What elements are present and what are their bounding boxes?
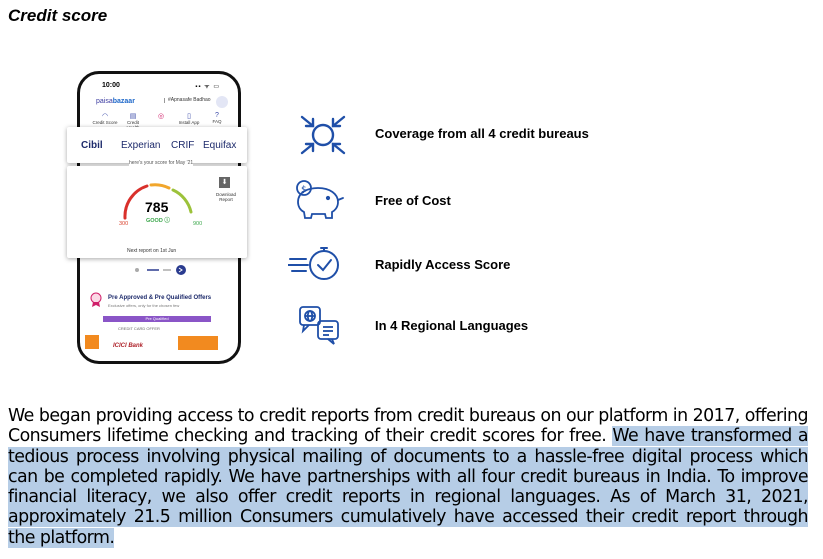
offers-subtitle: Exclusive offers, only for the chosen few	[108, 303, 180, 308]
pre-qualified-bar: Pre Qualified	[103, 316, 211, 322]
section-heading: Credit score	[8, 6, 108, 25]
tab-experian[interactable]: Experian	[121, 140, 161, 151]
avatar[interactable]	[216, 96, 228, 108]
arrows-converge-icon	[300, 115, 346, 155]
app-logo: paisabazaar	[96, 98, 135, 105]
download-icon[interactable]: ⬇	[219, 177, 230, 188]
phone-icon: ▯	[187, 113, 191, 120]
score-rating: GOOD ⓘ	[146, 218, 170, 224]
status-time: 10:00	[102, 82, 120, 89]
gauge-icon: ◠	[101, 113, 109, 120]
status-icons: ▪▪ ᯤ ▭	[195, 84, 220, 90]
bank-logo: ICICI Bank	[113, 343, 144, 349]
range-high: 900	[193, 221, 203, 227]
offer-card-left[interactable]	[85, 335, 99, 349]
svg-text:$: $	[301, 185, 307, 195]
offer-card-right[interactable]	[178, 336, 218, 350]
feature-label-coverage: Coverage from all 4 credit bureaus	[375, 126, 589, 141]
offer-icon: ◎	[157, 113, 165, 120]
feature-label-languages: In 4 Regional Languages	[375, 318, 529, 333]
offers-title: Pre Approved & Pre Qualified Offers	[108, 295, 212, 301]
tagline: #Apnasafe Badhao	[164, 98, 211, 103]
paragraph-highlighted: We have transformed a tedious process involving physical mailing of documents to a hassle-free digital process which can be completed rapidly. We have partnerships with all four credit bureaus in India. To improve financial literacy, we also offer credit reports in regional languages. As of March 31, 2021, approximately 21.5 million Consumers cumulatively have accessed their credit report through the platform.	[8, 426, 808, 548]
score-card	[67, 160, 247, 258]
offer-text: CREDIT CARD OFFER	[118, 326, 160, 331]
piggy-bank-icon	[290, 178, 346, 220]
badge-icon	[89, 292, 103, 308]
feature-label-free: Free of Cost	[375, 193, 451, 208]
help-icon: ?	[215, 112, 219, 119]
score-hint: here's your score for May '21	[129, 160, 194, 166]
tab-equifax[interactable]: Equifax	[203, 140, 237, 151]
download-label[interactable]: Download Report	[215, 192, 236, 202]
tab-cibil[interactable]: Cibil	[81, 140, 103, 151]
body-paragraph	[8, 406, 808, 548]
nav-faq[interactable]: ? FAQ	[204, 112, 230, 124]
tab-crif[interactable]: CRIF	[171, 140, 195, 151]
next-report: Next report on 1st Jun	[127, 248, 177, 254]
range-low: 300	[119, 221, 129, 227]
nav-credit-score[interactable]: ◠ Credit Score	[92, 113, 118, 125]
nav-credit-health[interactable]: ▤ Credit	[120, 112, 146, 130]
nav-offers[interactable]	[148, 112, 174, 120]
bureau-tabs-card	[67, 127, 247, 163]
info-icon[interactable]: ⓘ	[164, 218, 170, 224]
paragraph-plain: We began providing access to credit reports from credit bureaus on our platform in 2017, offering Consumers lifetime checking and tracking of their credit scores for free.	[8, 406, 808, 447]
nav-install-app[interactable]: ▯ Install App	[176, 112, 202, 125]
language-chat-icon	[298, 305, 342, 345]
app-bar	[92, 96, 228, 110]
score-value: 785	[145, 199, 169, 215]
stopwatch-icon	[288, 243, 344, 283]
carousel-pager	[133, 265, 193, 275]
chart-icon: ▤	[129, 113, 137, 120]
feature-label-rapid: Rapidly Access Score	[375, 257, 511, 272]
